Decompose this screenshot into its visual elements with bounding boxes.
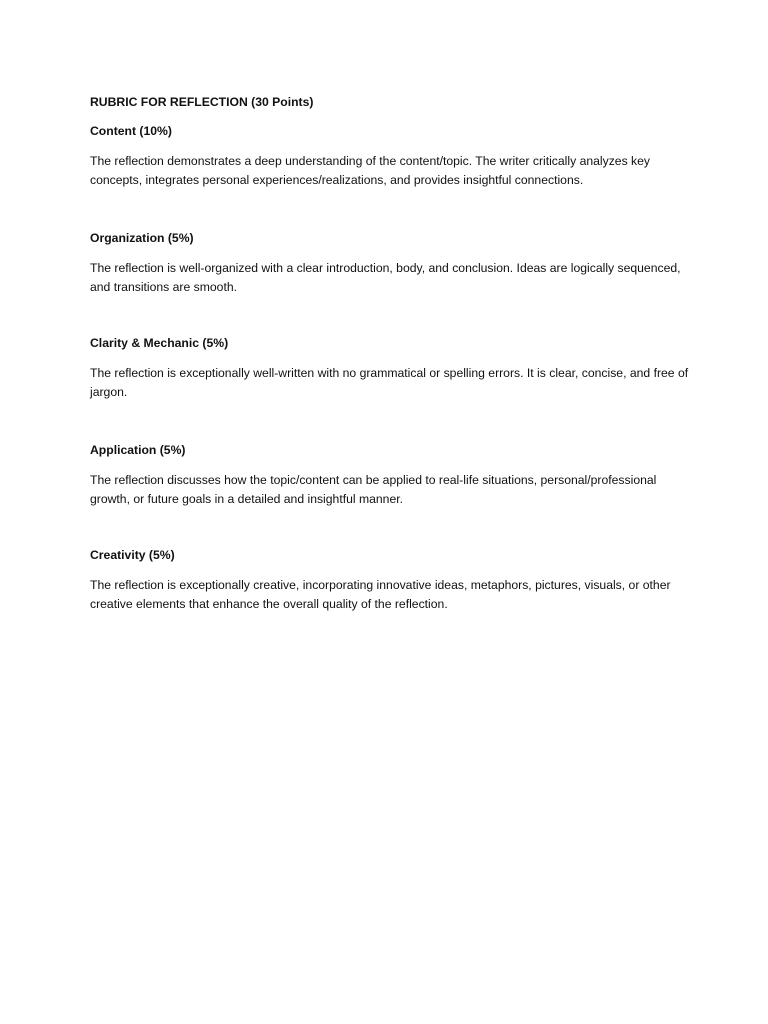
section-application <box>90 442 690 509</box>
section-body-organization: The reflection is well-organized with a clear introduction, body, and conclusion. Ideas are logically sequenced, and transitions are smooth. <box>90 261 681 294</box>
section-heading-clarity-mechanic: Clarity & Mechanic (5%) <box>90 336 229 350</box>
section-body-application: The reflection discusses how the topic/content can be applied to real-life situations, personal/professional growth, or future goals in a detailed and insightful manner. <box>90 473 657 506</box>
section-heading-creativity: Creativity (5%) <box>90 548 175 562</box>
section-content <box>90 123 690 190</box>
section-heading-application: Application (5%) <box>90 443 186 457</box>
section-creativity <box>90 547 690 614</box>
section-organization <box>90 230 690 297</box>
section-heading-organization: Organization (5%) <box>90 231 194 245</box>
document-title: RUBRIC FOR REFLECTION (30 Points) <box>90 95 314 109</box>
section-clarity-mechanic <box>90 335 690 402</box>
section-body-creativity: The reflection is exceptionally creative, incorporating innovative ideas, metaphors, pictures, visuals, or other creative elements that enhance the overall quality of the reflection. <box>90 578 671 611</box>
section-body-clarity-mechanic: The reflection is exceptionally well-written with no grammatical or spelling errors. It is clear, concise, and free of jargon. <box>90 366 689 399</box>
section-body-content: The reflection demonstrates a deep understanding of the content/topic. The writer critically analyzes key concepts, integrates personal experiences/realizations, and provides insightful connections. <box>90 154 651 187</box>
section-heading-content: Content (10%) <box>90 124 172 138</box>
